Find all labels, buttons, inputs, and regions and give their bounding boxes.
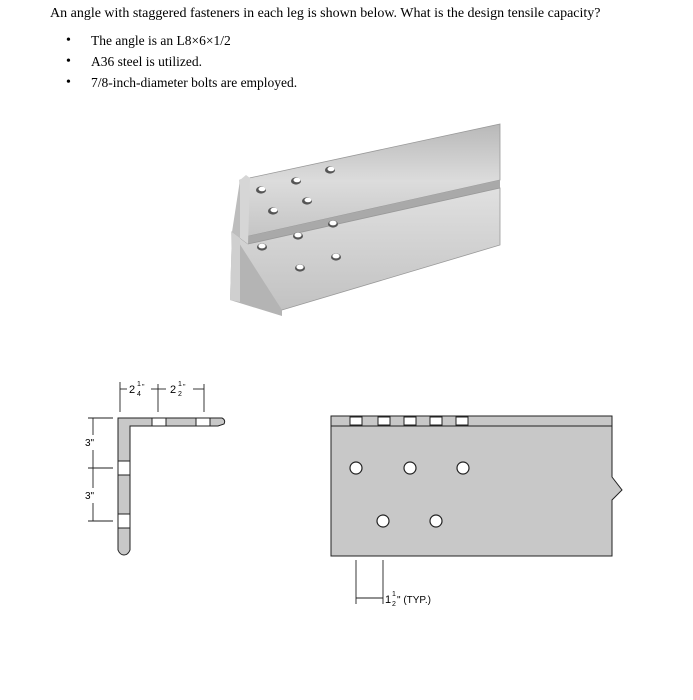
angle-3d-view bbox=[230, 124, 500, 316]
edge-frac-num: 1 bbox=[392, 591, 396, 598]
svg-text:": " bbox=[183, 384, 186, 391]
edge-whole: 1 bbox=[385, 594, 392, 606]
leg-elevation bbox=[331, 416, 622, 604]
gage-2-frac-num: 1 bbox=[178, 381, 182, 388]
given-item: • A36 steel is utilized. bbox=[66, 54, 297, 75]
gage-1-frac-den: 4 bbox=[137, 391, 141, 398]
angle-cross-section bbox=[118, 418, 225, 555]
section-dimension-labels bbox=[85, 381, 186, 502]
typ-note: " (TYP.) bbox=[397, 595, 431, 606]
given-item: • The angle is an L8×6×1/2 bbox=[66, 33, 297, 54]
vertical-gage-1: 3" bbox=[85, 438, 95, 449]
vertical-gage-2: 3" bbox=[85, 491, 95, 502]
gage-1-whole: 2 bbox=[129, 384, 136, 396]
question-text: An angle with staggered fasteners in each leg is shown below. What is the design tensile capacity? bbox=[50, 6, 601, 21]
gage-2-whole: 2 bbox=[170, 384, 177, 396]
edge-frac-den: 2 bbox=[392, 601, 396, 608]
gage-2-frac-den: 2 bbox=[178, 391, 182, 398]
section-dimension-lines bbox=[88, 382, 204, 521]
given-item: • 7/8-inch-diameter bolts are employed. bbox=[66, 75, 297, 96]
edge-distance-label bbox=[385, 591, 431, 608]
svg-text:": " bbox=[142, 384, 145, 391]
gage-1-frac-num: 1 bbox=[137, 381, 141, 388]
